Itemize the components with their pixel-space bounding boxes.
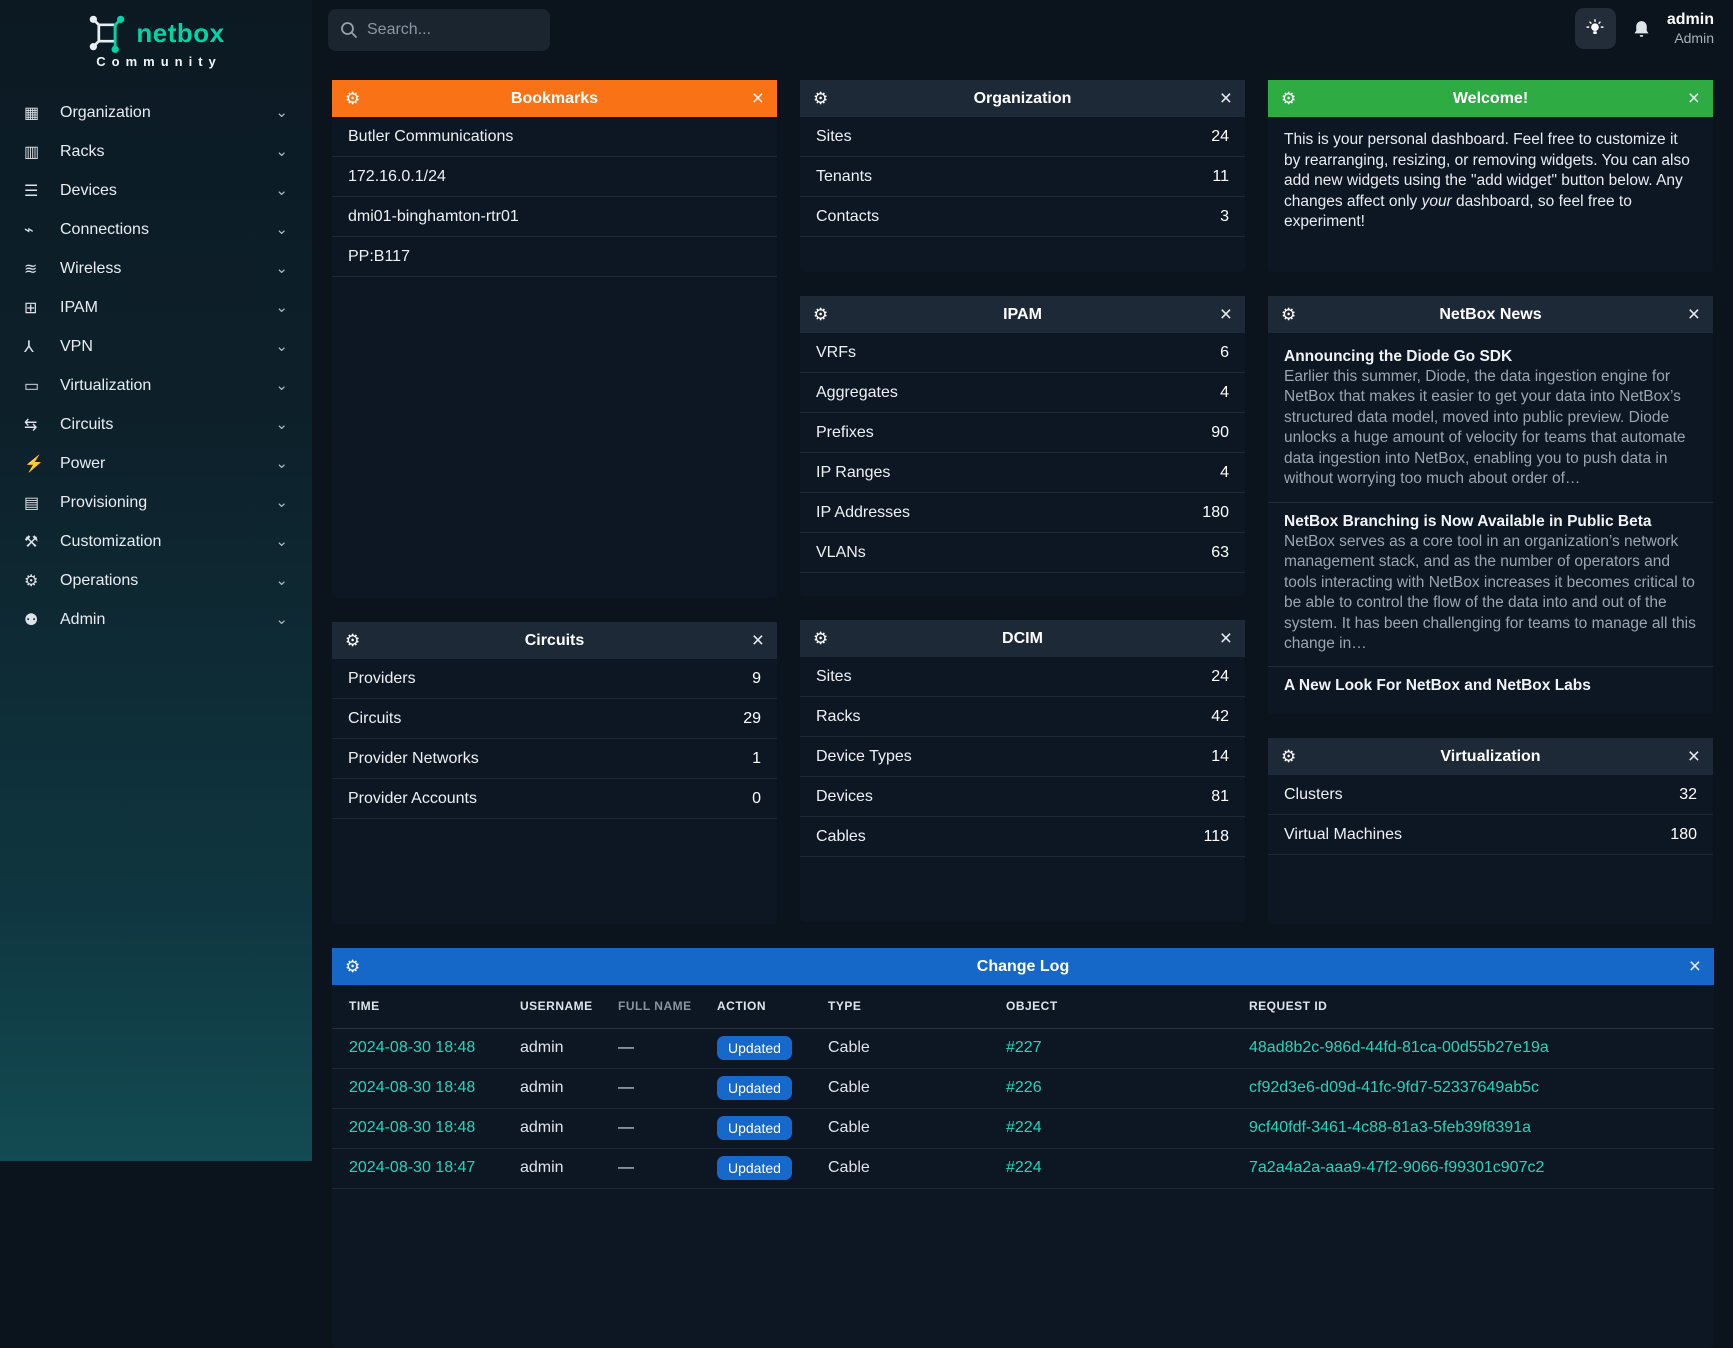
widget-title: Organization	[973, 89, 1072, 107]
brand-name: netbox	[136, 17, 225, 48]
stat-label-link[interactable]: VLANs	[816, 543, 866, 561]
changelog-time-link[interactable]: 2024-08-30 18:48	[349, 1119, 476, 1136]
column-header-object: OBJECT	[1006, 985, 1249, 1028]
bookmarks-widget-header	[332, 80, 777, 117]
stat-value: 63	[1211, 543, 1229, 561]
stat-row	[800, 333, 1245, 373]
news-item-body: Earlier this summer, Diode, the data ingestion engine for NetBox that makes it easier to get your data into NetBox’s structured data model, moved into public preview. Diode unlocks a huge amount of velocity for teams that automate data ingestion into NetBox, enabling you to push data in without worrying too much about order of…	[1284, 368, 1686, 488]
sidebar-item-vpn[interactable]: ⅄ VPN ⌄	[24, 337, 288, 356]
news-item	[1268, 666, 1713, 708]
widget-close-icon[interactable]: ×	[1219, 302, 1232, 326]
stat-row	[800, 697, 1245, 737]
stat-row	[800, 817, 1245, 857]
widget-close-icon[interactable]: ×	[1219, 86, 1232, 110]
bookmark-link[interactable]: Butler Communications	[348, 127, 514, 145]
connections-icon: ⌁	[24, 221, 34, 239]
netbox-news-widget	[1268, 296, 1713, 714]
widget-close-icon[interactable]: ×	[751, 628, 764, 652]
stat-label-link[interactable]: Aggregates	[816, 383, 898, 401]
changelog-username: admin	[520, 1108, 618, 1148]
sidebar-item-operations[interactable]: ⚙ Operations ⌄	[24, 571, 288, 590]
user-role: Admin	[1674, 29, 1714, 46]
column-header-time: TIME	[332, 985, 520, 1028]
provisioning-icon: ▤	[24, 494, 40, 512]
welcome-text: This is your personal dashboard. Feel free to customize it by rearranging, resizing, or removing widgets. You can also add new widgets using the "add widget" button below. Any changes affect only your dashboard, so feel free to experiment!	[1284, 131, 1690, 231]
column-header-type: TYPE	[828, 985, 1006, 1028]
wireless-icon: ≋	[24, 260, 38, 278]
ipam-icon: ⊞	[24, 299, 38, 317]
column-header-fullname: FULL NAME	[618, 985, 717, 1028]
racks-icon: ▥	[24, 143, 40, 161]
vpn-icon: ⅄	[24, 338, 34, 356]
stat-value: 118	[1203, 827, 1229, 845]
changelog-username: admin	[520, 1028, 618, 1068]
changelog-type: Cable	[828, 1028, 1006, 1068]
news-list	[1268, 333, 1713, 718]
sidebar	[0, 0, 312, 1161]
chevron-down-icon: ⌄	[275, 376, 288, 394]
stat-value: 32	[1679, 785, 1697, 803]
news-item	[1268, 502, 1713, 667]
widget-title: IPAM	[1003, 305, 1042, 323]
stat-value: 9	[752, 669, 761, 687]
widget-title: Welcome!	[1452, 89, 1529, 107]
brand-community-label: Community	[96, 54, 222, 69]
chevron-down-icon: ⌄	[275, 610, 288, 628]
widget-title: NetBox News	[1439, 305, 1542, 323]
stat-row	[332, 659, 777, 699]
widget-config-gear-icon[interactable]: ⚙	[1281, 304, 1297, 324]
news-item-title-link[interactable]: A New Look For NetBox and NetBox Labs	[1284, 677, 1591, 695]
dcim-widget-header	[800, 620, 1245, 657]
sidebar-item-power[interactable]: ⚡ Power ⌄	[24, 454, 288, 473]
stat-label-link[interactable]: Clusters	[1284, 785, 1343, 803]
stat-value: 42	[1211, 707, 1229, 725]
stat-value: 0	[752, 789, 761, 807]
chevron-down-icon: ⌄	[275, 337, 288, 355]
changelog-fullname: —	[618, 1108, 717, 1148]
changelog-time-link[interactable]: 2024-08-30 18:47	[349, 1159, 476, 1176]
operations-icon: ⚙	[24, 572, 39, 590]
sidebar-item-provisioning[interactable]: ▤ Provisioning ⌄	[24, 493, 288, 512]
stat-row	[332, 699, 777, 739]
stat-value: 24	[1211, 127, 1229, 145]
stat-row	[800, 737, 1245, 777]
news-item	[1268, 338, 1713, 502]
bookmark-link[interactable]: PP:B117	[348, 247, 410, 265]
stat-value: 180	[1202, 503, 1229, 521]
bookmark-link[interactable]: dmi01-binghamton-rtr01	[348, 207, 519, 225]
changelog-requestid-link[interactable]: 9cf40fdf-3461-4c88-81a3-5feb39f8391a	[1249, 1119, 1531, 1136]
chevron-down-icon: ⌄	[275, 181, 288, 199]
ipam-widget	[800, 296, 1245, 596]
circuits-widget	[332, 622, 777, 924]
changelog-row	[332, 1068, 1714, 1108]
widget-title: Change Log	[976, 957, 1070, 975]
organization-widget-header	[800, 80, 1245, 117]
changelog-time-link[interactable]: 2024-08-30 18:48	[349, 1079, 476, 1096]
user-menu[interactable]	[1667, 10, 1714, 48]
changelog-object-link[interactable]: #224	[1006, 1159, 1042, 1176]
stat-row	[1268, 815, 1713, 855]
changelog-requestid-link[interactable]: cf92d3e6-d09d-41fc-9fd7-52337649ab5c	[1249, 1079, 1540, 1096]
bookmark-row	[332, 237, 777, 277]
stat-label-link[interactable]: Device Types	[816, 747, 912, 765]
stat-value: 1	[752, 749, 761, 767]
theme-toggle-button[interactable]	[1575, 8, 1616, 49]
welcome-widget	[1268, 80, 1713, 272]
organization-widget	[800, 80, 1245, 272]
stat-row	[800, 493, 1245, 533]
stat-label-link[interactable]: Prefixes	[816, 423, 874, 441]
devices-icon: ☰	[24, 182, 39, 200]
lightbulb-icon	[1584, 18, 1606, 40]
changelog-object-link[interactable]: #224	[1006, 1119, 1042, 1136]
notifications-button[interactable]	[1631, 18, 1652, 40]
widget-title: Virtualization	[1440, 747, 1541, 765]
changelog-requestid-link[interactable]: 48ad8b2c-986d-44fd-81ca-00d55b27e19a	[1249, 1039, 1549, 1056]
action-badge: Updated	[717, 1076, 792, 1100]
news-widget-header	[1268, 296, 1713, 333]
widget-config-gear-icon[interactable]: ⚙	[813, 304, 829, 324]
organization-icon: ▦	[24, 104, 40, 122]
stat-label-link[interactable]: Circuits	[348, 709, 402, 727]
ipam-widget-header	[800, 296, 1245, 333]
search-box[interactable]	[328, 9, 550, 51]
changelog-fullname: —	[618, 1068, 717, 1108]
stat-value: 4	[1220, 383, 1229, 401]
dashboard-column-1	[332, 80, 777, 924]
bookmark-row	[332, 157, 777, 197]
widget-close-icon[interactable]: ×	[1687, 302, 1700, 326]
widget-close-icon[interactable]: ×	[1687, 86, 1700, 110]
circuits-widget-header	[332, 622, 777, 659]
dashboard-column-3	[1268, 80, 1713, 924]
stat-row	[800, 777, 1245, 817]
stat-value: 14	[1211, 747, 1229, 765]
search-input[interactable]	[367, 21, 527, 39]
chevron-down-icon: ⌄	[275, 493, 288, 511]
chevron-down-icon: ⌄	[275, 571, 288, 589]
sidebar-item-circuits[interactable]: ⇆ Circuits ⌄	[24, 415, 288, 434]
chevron-down-icon: ⌄	[275, 532, 288, 550]
stat-row	[332, 779, 777, 819]
welcome-widget-header	[1268, 80, 1713, 117]
stat-label-link[interactable]: Racks	[816, 707, 861, 725]
stat-row	[800, 657, 1245, 697]
changelog-username: admin	[520, 1068, 618, 1108]
sidebar-item-customization[interactable]: ⚒ Customization ⌄	[24, 532, 288, 551]
widget-config-gear-icon[interactable]: ⚙	[1281, 746, 1297, 766]
changelog-widget-header	[332, 948, 1714, 985]
changelog-table	[332, 985, 1714, 1189]
virtualization-widget-header	[1268, 738, 1713, 775]
stat-value: 29	[743, 709, 761, 727]
stat-row	[800, 413, 1245, 453]
stat-value: 81	[1211, 787, 1229, 805]
chevron-down-icon: ⌄	[275, 220, 288, 238]
changelog-row	[332, 1028, 1714, 1068]
stat-label-link[interactable]: IP Addresses	[816, 503, 910, 521]
stat-label-link[interactable]: Contacts	[816, 207, 880, 225]
action-badge: Updated	[717, 1036, 792, 1060]
changelog-fullname: —	[618, 1148, 717, 1188]
search-icon	[340, 21, 358, 39]
topbar-actions	[1575, 8, 1714, 49]
chevron-down-icon: ⌄	[275, 298, 288, 316]
changelog-widget	[332, 948, 1714, 1348]
stat-label-link[interactable]: Provider Accounts	[348, 789, 477, 807]
stat-label-link[interactable]: Sites	[816, 127, 852, 145]
sidebar-item-racks[interactable]: ▥ Racks ⌄	[24, 142, 288, 161]
stat-label-link[interactable]: Provider Networks	[348, 749, 479, 767]
stat-label-link[interactable]: Devices	[816, 787, 873, 805]
changelog-header-row	[332, 985, 1714, 1028]
chevron-down-icon: ⌄	[275, 103, 288, 121]
virtualization-icon: ▭	[24, 377, 40, 395]
dcim-widget	[800, 620, 1245, 922]
widget-config-gear-icon[interactable]: ⚙	[1281, 88, 1297, 108]
admin-icon: ⚉	[24, 611, 39, 629]
sidebar-item-virtualization[interactable]: ▭ Virtualization ⌄	[24, 376, 288, 395]
widget-close-icon[interactable]: ×	[1219, 626, 1232, 650]
stat-label-link[interactable]: VRFs	[816, 343, 856, 361]
stat-value: 4	[1220, 463, 1229, 481]
stat-row	[800, 157, 1245, 197]
chevron-down-icon: ⌄	[275, 454, 288, 472]
changelog-object-link[interactable]: #226	[1006, 1079, 1042, 1096]
netbox-logo-icon	[87, 13, 127, 53]
chevron-down-icon: ⌄	[275, 415, 288, 433]
sidebar-item-devices[interactable]: ☰ Devices ⌄	[24, 181, 288, 200]
widget-close-icon[interactable]: ×	[1688, 954, 1701, 978]
widget-config-gear-icon[interactable]: ⚙	[345, 88, 361, 108]
sidebar-item-organization[interactable]: ▦ Organization ⌄	[24, 103, 288, 122]
stat-value: 11	[1212, 167, 1229, 185]
changelog-time-link[interactable]: 2024-08-30 18:48	[349, 1039, 476, 1056]
column-header-requestid: REQUEST ID	[1249, 985, 1714, 1028]
action-badge: Updated	[717, 1156, 792, 1180]
dashboard	[332, 80, 1713, 924]
column-header-action: ACTION	[717, 985, 828, 1028]
changelog-type: Cable	[828, 1108, 1006, 1148]
stat-label-link[interactable]: Virtual Machines	[1284, 825, 1402, 843]
widget-title: DCIM	[1002, 629, 1043, 647]
news-item-title-link[interactable]: Announcing the Diode Go SDK	[1284, 348, 1513, 365]
bookmarks-widget	[332, 80, 777, 598]
circuits-icon: ⇆	[24, 416, 38, 434]
news-item-title-link[interactable]: NetBox Branching is Now Available in Public Beta	[1284, 512, 1652, 530]
username: admin	[1666, 10, 1714, 28]
bell-icon	[1631, 18, 1652, 40]
stat-row	[800, 373, 1245, 413]
changelog-row	[332, 1108, 1714, 1148]
dashboard-column-2	[800, 80, 1245, 924]
widget-config-gear-icon[interactable]: ⚙	[813, 88, 829, 108]
sidebar-item-wireless[interactable]: ≋ Wireless ⌄	[24, 259, 288, 278]
widget-title: Circuits	[524, 631, 585, 649]
stat-label-link[interactable]: Sites	[816, 667, 852, 685]
widget-config-gear-icon[interactable]: ⚙	[813, 628, 829, 648]
bookmark-row	[332, 197, 777, 237]
sidebar-item-admin[interactable]: ⚉ Admin ⌄	[24, 610, 288, 629]
widget-close-icon[interactable]: ×	[1687, 744, 1700, 768]
widget-close-icon[interactable]: ×	[751, 86, 764, 110]
sidebar-nav	[0, 93, 312, 639]
column-header-username: USERNAME	[520, 985, 618, 1028]
bookmark-row	[332, 117, 777, 157]
stat-label-link[interactable]: IP Ranges	[816, 463, 891, 481]
stat-value: 3	[1220, 207, 1229, 225]
stat-row	[800, 117, 1245, 157]
changelog-type: Cable	[828, 1068, 1006, 1108]
stat-label-link[interactable]: Tenants	[816, 167, 873, 185]
changelog-row	[332, 1148, 1714, 1188]
widget-title: Bookmarks	[510, 89, 599, 107]
widget-config-gear-icon[interactable]: ⚙	[345, 956, 361, 976]
sidebar-item-connections[interactable]: ⌁ Connections ⌄	[24, 220, 288, 239]
stat-row	[1268, 775, 1713, 815]
action-badge: Updated	[717, 1116, 792, 1140]
customization-icon: ⚒	[24, 533, 39, 551]
bookmark-link[interactable]: 172.16.0.1/24	[348, 167, 446, 185]
brand-logo[interactable]	[0, 0, 312, 53]
power-icon: ⚡	[24, 455, 44, 473]
chevron-down-icon: ⌄	[275, 259, 288, 277]
changelog-object-link[interactable]: #227	[1006, 1039, 1042, 1056]
virtualization-widget	[1268, 738, 1713, 924]
changelog-type: Cable	[828, 1148, 1006, 1188]
stat-row	[332, 739, 777, 779]
changelog-fullname: —	[618, 1028, 717, 1068]
stat-label-link[interactable]: Cables	[816, 827, 866, 845]
sidebar-item-ipam[interactable]: ⊞ IPAM ⌄	[24, 298, 288, 317]
stat-value: 180	[1670, 825, 1697, 843]
stat-row	[800, 197, 1245, 237]
widget-config-gear-icon[interactable]: ⚙	[345, 630, 361, 650]
stat-value: 6	[1220, 343, 1229, 361]
topbar	[312, 0, 1733, 62]
stat-value: 90	[1211, 423, 1229, 441]
news-item-body: NetBox serves as a core tool in an organization’s network management stack, and as the number of operators and tools interacting with NetBox increases it becomes critical to be able to control the flow of the data into and out of the system. It has been challenging for teams to manage all this change in…	[1284, 532, 1696, 652]
stat-value: 24	[1211, 667, 1229, 685]
changelog-username: admin	[520, 1148, 618, 1188]
stat-label-link[interactable]: Providers	[348, 669, 416, 687]
changelog-requestid-link[interactable]: 7a2a4a2a-aaa9-47f2-9066-f99301c907c2	[1249, 1159, 1545, 1176]
stat-row	[800, 453, 1245, 493]
stat-row	[800, 533, 1245, 573]
chevron-down-icon: ⌄	[275, 142, 288, 160]
